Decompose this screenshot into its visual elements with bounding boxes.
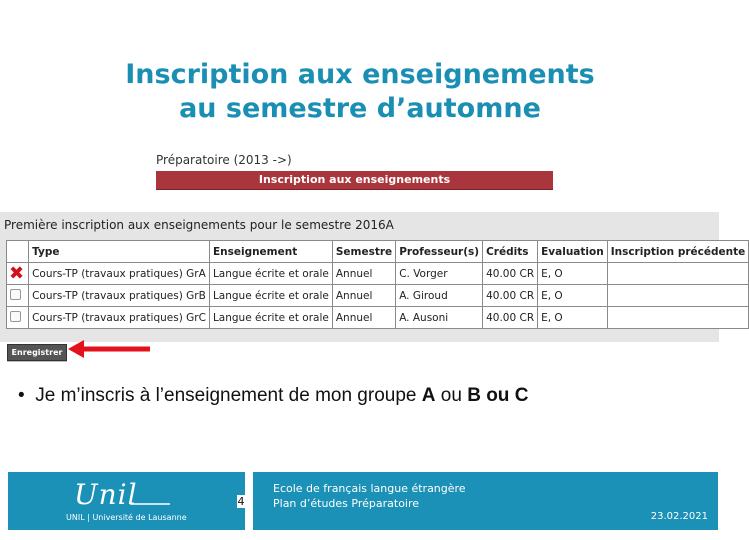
cell-type: Cours-TP (travaux pratiques) GrB [29,285,210,307]
footer-line2: Plan d’études Préparatoire [273,497,420,510]
table-header-row [7,241,749,263]
slide-title-line1: Inscription aux enseignements [125,59,595,90]
table-row [7,307,749,329]
row-select-cell[interactable] [7,285,29,307]
slide-title-line2: au semestre d’automne [179,93,541,124]
cell-evaluation: E, O [538,285,608,307]
table-row [7,285,749,307]
cell-professeur: A. Ausoni [396,307,483,329]
bullet-ou-1: ou [435,385,468,406]
column-header-inscription-precedente: Inscription précédente [607,241,749,263]
section-header-bar: Inscription aux enseignements [156,171,553,190]
slide-title [0,58,720,126]
slide-footer [8,472,714,530]
save-button[interactable]: Enregistrer [7,344,67,361]
cell-enseignement: Langue écrite et orale [209,263,332,285]
pointer-arrow-icon [66,338,152,360]
cell-professeur: C. Vorger [396,263,483,285]
column-header-professeurs: Professeur(s) [396,241,483,263]
checked-x-icon[interactable]: ✖ [9,262,25,284]
cell-enseignement: Langue écrite et orale [209,307,332,329]
cell-inscription-precedente [607,263,749,285]
cell-semestre: Annuel [332,307,395,329]
select-column-header [7,241,29,263]
cell-inscription-precedente [607,307,749,329]
page-number: 4 [237,495,245,508]
cell-inscription-precedente [607,285,749,307]
cell-type: Cours-TP (travaux pratiques) GrC [29,307,210,329]
panel-heading: Première inscription aux enseignements pour le semestre 2016A [4,218,394,232]
footer-text [273,481,466,511]
courses-table [6,240,749,329]
row-checkbox[interactable] [10,289,21,300]
column-header-semestre: Semestre [332,241,395,263]
row-select-cell[interactable] [7,307,29,329]
cell-type: Cours-TP (travaux pratiques) GrA [29,263,210,285]
column-header-type: Type [29,241,210,263]
cell-evaluation: E, O [538,307,608,329]
footer-logo-block [8,472,245,530]
cell-credits: 40.00 CR [483,263,538,285]
group-a: A [421,385,436,406]
unil-logo: Unil [74,478,138,511]
row-checkbox[interactable] [10,311,21,322]
group-b: B [467,385,481,406]
cell-semestre: Annuel [332,285,395,307]
cell-semestre: Annuel [332,263,395,285]
cell-credits: 40.00 CR [483,285,538,307]
cell-credits: 40.00 CR [483,307,538,329]
column-header-credits: Crédits [483,241,538,263]
column-header-evaluation: Evaluation [538,241,608,263]
cell-professeur: A. Giroud [396,285,483,307]
cell-evaluation: E, O [538,263,608,285]
bullet-dot: • [18,385,36,406]
footer-date: 23.02.2021 [650,511,708,522]
program-label: Préparatoire (2013 ->) [156,153,292,167]
university-name: UNIL | Université de Lausanne [66,513,187,522]
footer-info-block [253,472,718,530]
bullet-ou-2: ou [480,385,515,406]
group-c: C [514,385,529,406]
row-select-cell[interactable] [7,263,29,285]
bullet-text: Je m’inscris à l’enseignement de mon groupe [35,385,422,406]
instruction-bullet [18,385,528,407]
cell-enseignement: Langue écrite et orale [209,285,332,307]
logo-underline-icon [130,502,170,506]
column-header-enseignement: Enseignement [209,241,332,263]
footer-line1: Ecole de français langue étrangère [273,482,466,495]
table-row [7,263,749,285]
